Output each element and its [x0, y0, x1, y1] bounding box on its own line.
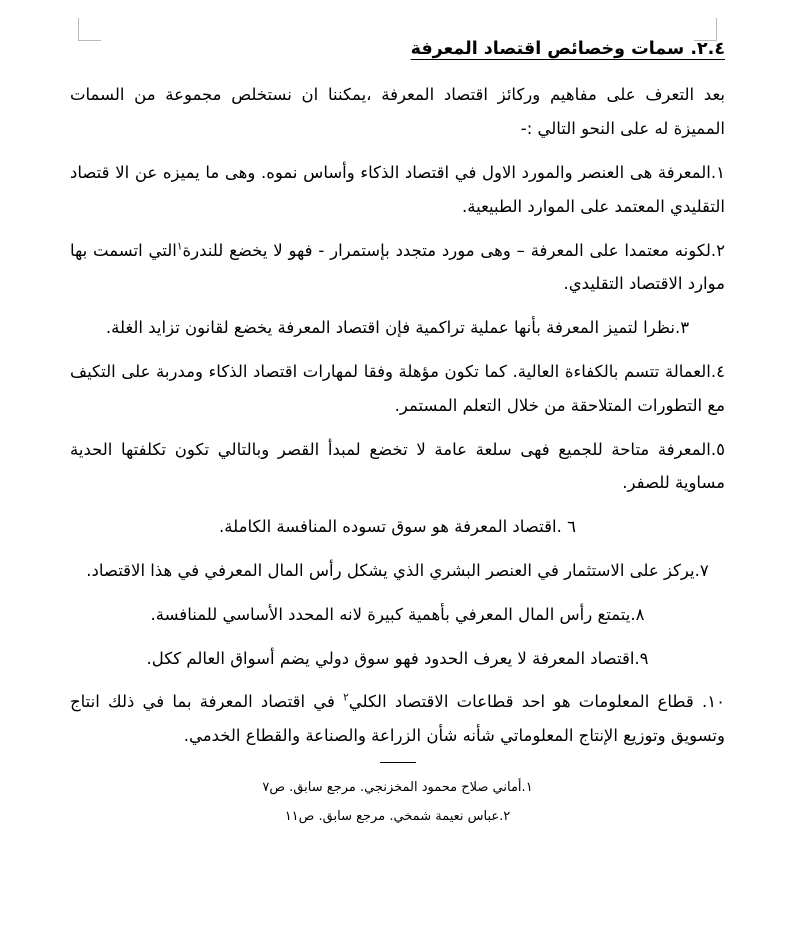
list-item-text-cont: التي اتسمت بها موارد الاقتصاد التقليدي. — [70, 240, 725, 294]
intro-paragraph: بعد التعرف على مفاهيم وركائز اقتصاد المعرفة ،يمكننا ان نستخلص مجموعة من السمات المميزة له على النحو التالي :- — [64, 85, 725, 139]
characteristics-list — [70, 156, 725, 753]
list-item-number: ١٠. — [693, 692, 725, 712]
list-item-number: ٣. — [674, 318, 690, 338]
list-item — [70, 433, 725, 501]
list-item-number: ٦ . — [556, 517, 576, 537]
list-item-text: المعرفة متاحة للجميع فهى سلعة عامة لا تخضع لمبدأ القصر وبالتالي تكون تكلفتها الحدية مساوية للصفر. — [70, 439, 725, 493]
list-item — [70, 355, 725, 423]
page-title: ٢.٤. سمات وخصائص اقتصاد المعرفة — [410, 39, 725, 59]
list-item-text: اقتصاد المعرفة لا يعرف الحدود فهو سوق دولي يضم أسواق العالم ككل. — [146, 648, 635, 668]
list-item-text-cont: في اقتصاد المعرفة بما في ذلك انتاج وتسويق وتوزيع الإنتاج المعلوماتي شأنه شأن الزراعة والصناعة والقطاع الخدمي. — [70, 692, 725, 746]
list-item-text: لكونه معتمدا على المعرفة – وهى مورد متجدد بإستمرار - فهو لا يخضع للندرة — [182, 240, 711, 260]
list-item — [70, 642, 725, 676]
list-item-number: ٩. — [634, 648, 649, 668]
list-item-number: ٢. — [710, 240, 725, 260]
footnote-separator-rule — [380, 762, 416, 763]
document-page — [64, 0, 725, 763]
footnotes-section — [70, 762, 725, 834]
list-item — [70, 510, 725, 544]
list-item-number: ٥. — [710, 439, 725, 459]
list-item-text: قطاع المعلومات هو احد قطاعات الاقتصاد الكلي — [348, 692, 694, 712]
list-item-text: المعرفة هى العنصر والمورد الاول في اقتصاد الذكاء وأساس نموه. وهى ما يميزه عن الا قتصاد التقليدي المعتمد على الموارد الطبيعية. — [70, 162, 725, 216]
list-item — [70, 156, 725, 224]
list-item — [70, 234, 725, 302]
list-item-number: ١. — [710, 162, 725, 182]
list-item — [70, 554, 725, 588]
list-item-text: اقتصاد المعرفة هو سوق تسوده المنافسة الكاملة. — [219, 517, 557, 537]
list-item-number: ٧. — [694, 561, 709, 580]
footnote-marker: ٢ — [343, 691, 349, 704]
list-item-text: العمالة تتسم بالكفاءة العالية. كما تكون مؤهلة وفقا لمهارات اقتصاد الذكاء ومدربة على التكيف مع التطورات المتلاحقة من خلال التعلم المستمر. — [70, 361, 725, 415]
list-item — [70, 311, 725, 345]
list-item-text: نظرا لتميز المعرفة بأنها عملية تراكمية فإن اقتصاد المعرفة يخضع لقانون تزايد الغلة. — [105, 318, 675, 338]
list-item — [70, 685, 725, 753]
list-item-number: ٤. — [710, 361, 725, 381]
list-item-text: يتمتع رأس المال المعرفي بأهمية كبيرة لانه المحدد الأساسي للمنافسة. — [150, 604, 631, 624]
footnote-marker: ١ — [176, 240, 183, 252]
footnote-entry: ١.أماني صلاح محمود المخزنجي. مرجع سابق. ص٧ — [262, 780, 533, 795]
list-item — [70, 598, 725, 632]
list-item-number: ٨. — [630, 604, 645, 624]
footnote-entry: ٢.عباس نعيمة شمخي. مرجع سابق. ص١١ — [284, 809, 511, 825]
list-item-text: يركز على الاستثمار في العنصر البشري الذي يشكل رأس المال المعرفي في هذا الاقتصاد. — [86, 561, 695, 580]
